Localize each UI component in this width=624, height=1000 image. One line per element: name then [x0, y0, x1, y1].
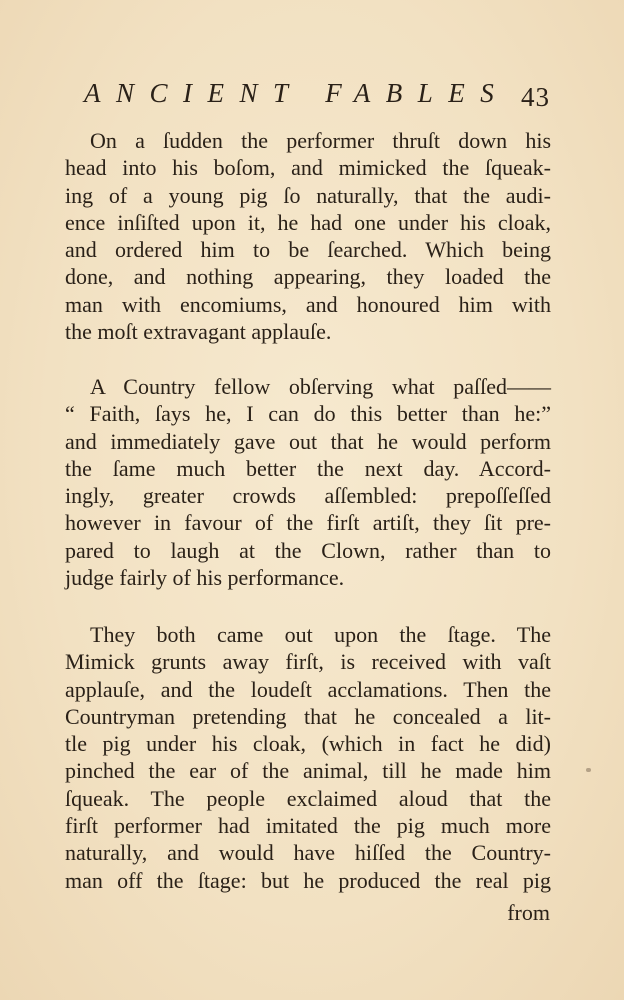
text-line: They both came out upon the ſtage. The — [90, 622, 551, 647]
paragraph-2 — [65, 373, 551, 591]
text-line: ing of a young pig ſo naturally, that the audi- — [65, 182, 551, 208]
text-line: ſqueak. The people exclaimed aloud that the — [65, 785, 551, 811]
text-line: naturally, and would have hiſſed the Country- — [65, 840, 551, 866]
text-line: pinched the ear of the animal, till he made him — [65, 758, 551, 784]
text-line: the ſame much better the next day. Accord- — [65, 455, 551, 481]
paragraph-1 — [65, 127, 551, 345]
running-head — [84, 78, 554, 118]
paper-speck — [586, 768, 591, 772]
text-line: A Country fellow obſerving what paſſed—— — [90, 374, 551, 399]
text-line: ingly, greater crowds aſſembled: prepoſſeſſed — [65, 483, 551, 509]
text-line: Mimick grunts away firſt, is received with vaſt — [65, 649, 551, 675]
text-line: tle pig under his cloak, (which in fact he did) — [65, 731, 551, 757]
text-line: judge fairly of his performance. — [65, 565, 345, 591]
text-line: firſt performer had imitated the pig much more — [65, 813, 551, 839]
text-line: applauſe, and the loudeſt acclamations. Then the — [65, 676, 551, 702]
text-line: however in favour of the firſt artiſt, they ſit pre- — [65, 510, 551, 536]
text-line: the moſt extravagant applauſe. — [65, 319, 332, 345]
text-line: ence inſiſted upon it, he had one under his cloak, — [65, 209, 551, 235]
catchword: from — [507, 900, 550, 925]
text-line: head into his boſom, and mimicked the ſqueak- — [65, 155, 551, 181]
running-title: ANCIENT FABLES — [84, 78, 510, 108]
paragraph-3 — [65, 621, 551, 894]
text-line: man with encomiums, and honoured him with — [65, 291, 551, 317]
page-number: 43 — [521, 82, 550, 112]
text-line: and ordered him to be ſearched. Which being — [65, 237, 551, 263]
text-line: done, and nothing appearing, they loaded the — [65, 264, 551, 290]
text-line: “ Faith, ſays he, I can do this better than he:” — [65, 401, 551, 427]
text-line: On a ſudden the performer thruſt down his — [90, 128, 551, 153]
text-line: Countryman pretending that he concealed a lit- — [65, 703, 551, 729]
text-line: and immediately gave out that he would perform — [65, 428, 551, 454]
text-line: pared to laugh at the Clown, rather than to — [65, 537, 551, 563]
text-line: man off the ſtage: but he produced the real pig — [65, 867, 551, 893]
